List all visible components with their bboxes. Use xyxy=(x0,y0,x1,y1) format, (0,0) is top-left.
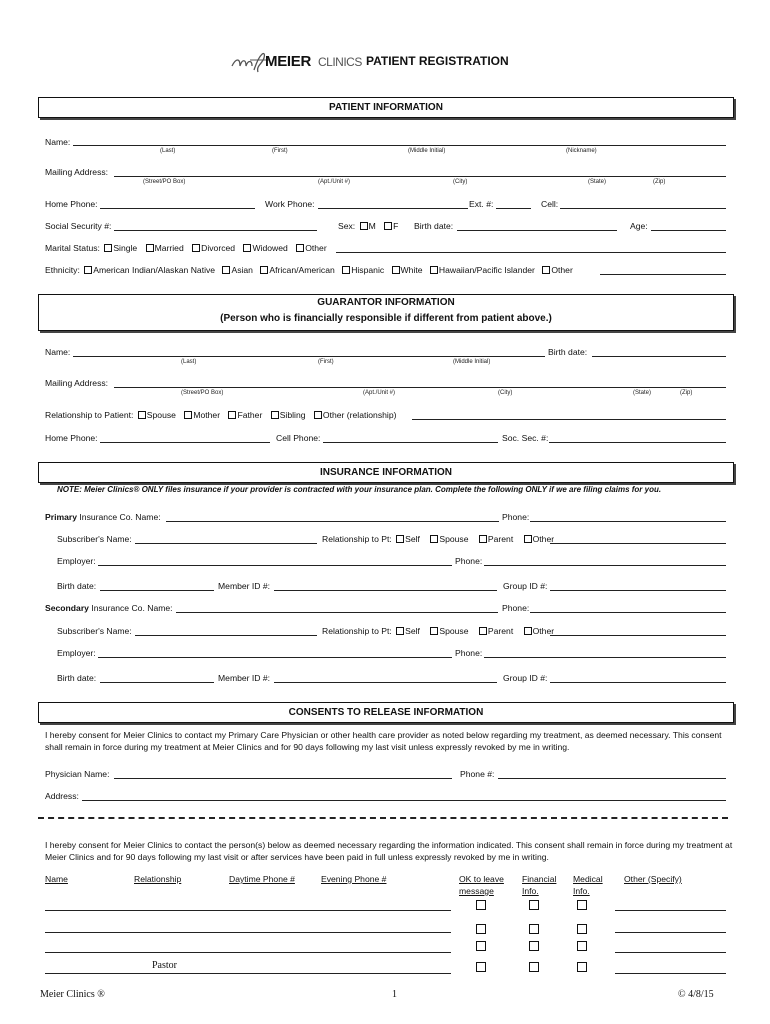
primary-birth-field[interactable] xyxy=(100,590,214,591)
secondary-rel-other-field[interactable] xyxy=(550,635,726,636)
secondary-employer-label: Employer: xyxy=(57,648,96,658)
other-specify-field[interactable] xyxy=(615,910,726,911)
secondary-rel-other-checkbox[interactable] xyxy=(524,627,532,635)
financial-checkbox[interactable] xyxy=(529,900,539,910)
ethnicity-native-checkbox[interactable] xyxy=(84,266,92,274)
physician-name-field[interactable] xyxy=(114,778,452,779)
col-other-specify: Other (Specify) xyxy=(624,874,682,884)
secondary-group-field[interactable] xyxy=(550,682,726,683)
patient-age-field[interactable] xyxy=(651,230,726,231)
guarantor-caption-zip: (Zip) xyxy=(680,390,693,396)
caption-middle: (Middle Initial) xyxy=(408,148,446,154)
primary-label: Primary xyxy=(45,512,78,522)
rel-mother-checkbox[interactable] xyxy=(184,411,192,419)
medical-checkbox[interactable] xyxy=(577,924,587,934)
secondary-rel-spouse-checkbox[interactable] xyxy=(430,627,438,635)
marital-married-label: Married xyxy=(154,243,184,253)
guarantor-home-phone-field[interactable] xyxy=(100,442,270,443)
primary-phone-field[interactable] xyxy=(530,521,726,522)
insurance-info-header xyxy=(38,462,734,483)
other-specify-field[interactable] xyxy=(615,932,726,933)
ok-leave-checkbox[interactable] xyxy=(476,900,486,910)
secondary-rel-parent-checkbox[interactable] xyxy=(479,627,487,635)
primary-rel-label: Relationship to Pt: xyxy=(322,534,392,544)
ethnicity-hispanic-label: Hispanic xyxy=(351,265,385,275)
caption-street: (Street/PO Box) xyxy=(143,179,186,185)
caption-zip: (Zip) xyxy=(653,179,666,185)
patient-ext-field[interactable] xyxy=(496,208,531,209)
ethnicity-asian-checkbox[interactable] xyxy=(222,266,230,274)
patient-cell-label: Cell: xyxy=(541,199,559,209)
primary-employer-field[interactable] xyxy=(98,565,452,566)
patient-age-label: Age: xyxy=(630,221,648,231)
ethnicity-white-label: White xyxy=(400,265,423,275)
caption-nickname: (Nickname) xyxy=(566,148,597,154)
physician-address-field[interactable] xyxy=(82,800,726,801)
col-medical: Medical xyxy=(573,874,603,884)
primary-company-label xyxy=(45,512,161,522)
secondary-rel-label: Relationship to Pt: xyxy=(322,626,392,636)
ethnicity-african-checkbox[interactable] xyxy=(260,266,268,274)
primary-subscriber-label: Subscriber's Name: xyxy=(57,534,132,544)
sex-m-checkbox[interactable] xyxy=(360,222,368,230)
patient-info-title: PATIENT INFORMATION xyxy=(329,102,443,113)
secondary-label: Secondary xyxy=(45,603,89,613)
guarantor-info-header xyxy=(38,294,734,331)
consents-header xyxy=(38,702,734,723)
primary-employer-phone-label: Phone: xyxy=(455,556,483,566)
secondary-subscriber-field[interactable] xyxy=(135,635,317,636)
guarantor-caption-first: (First) xyxy=(318,359,334,365)
marital-other-field[interactable] xyxy=(336,252,726,253)
rel-spouse-checkbox[interactable] xyxy=(138,411,146,419)
col-evening-phone: Evening Phone # xyxy=(321,874,387,884)
guarantor-home-phone-label: Home Phone: xyxy=(45,433,98,443)
guarantor-caption-state: (State) xyxy=(633,390,652,396)
logo-text-clinics: CLINICS xyxy=(318,55,362,69)
patient-birth-label: Birth date: xyxy=(414,221,454,231)
patient-info-header xyxy=(38,97,734,118)
patient-ssn-label: Social Security #: xyxy=(45,221,112,231)
contact-line[interactable] xyxy=(45,932,451,933)
primary-group-field[interactable] xyxy=(550,590,726,591)
marital-other-checkbox[interactable] xyxy=(296,244,304,252)
ethnicity-label: Ethnicity: xyxy=(45,265,80,275)
primary-group-label: Group ID #: xyxy=(503,581,548,591)
marital-widowed-checkbox[interactable] xyxy=(243,244,251,252)
secondary-subscriber-label: Subscriber's Name: xyxy=(57,626,132,636)
sex-label: Sex: xyxy=(338,221,356,231)
rel-other-checkbox[interactable] xyxy=(314,411,322,419)
primary-rel-other-checkbox[interactable] xyxy=(524,535,532,543)
page-title: PATIENT REGISTRATION xyxy=(366,54,509,68)
ethnicity-other-checkbox[interactable] xyxy=(542,266,550,274)
primary-member-field[interactable] xyxy=(274,590,497,591)
ethnicity-hawaiian-label: Hawaiian/Pacific Islander xyxy=(438,265,535,275)
rel-father-checkbox[interactable] xyxy=(228,411,236,419)
guarantor-soc-field[interactable] xyxy=(549,442,726,443)
col-financial-info: Info. xyxy=(522,886,539,896)
patient-name-field[interactable] xyxy=(73,145,726,146)
guarantor-caption-last: (Last) xyxy=(181,359,197,365)
primary-birth-label: Birth date: xyxy=(57,581,97,591)
guarantor-cell-phone-field[interactable] xyxy=(323,442,498,443)
physician-phone-field[interactable] xyxy=(498,778,726,779)
rel-father-label: Father xyxy=(237,410,263,420)
marital-married-checkbox[interactable] xyxy=(146,244,154,252)
col-ok-leave: OK to leave xyxy=(459,874,504,884)
primary-employer-label: Employer: xyxy=(57,556,96,566)
secondary-group-label: Group ID #: xyxy=(503,673,548,683)
rel-sibling-label: Sibling xyxy=(279,410,306,420)
rel-other-label: Other (relationship) xyxy=(322,410,397,420)
logo-mark-icon xyxy=(230,48,270,76)
guarantor-caption-city: (City) xyxy=(498,390,513,396)
guarantor-name-field[interactable] xyxy=(73,356,545,357)
ethnicity-hawaiian-checkbox[interactable] xyxy=(430,266,438,274)
patient-sex-group xyxy=(338,221,398,231)
primary-member-label: Member ID #: xyxy=(218,581,271,591)
patient-name-label: Name: xyxy=(45,137,71,147)
ethnicity-native-label: American Indian/Alaskan Native xyxy=(93,265,216,275)
physician-address-label: Address: xyxy=(45,791,79,801)
caption-last: (Last) xyxy=(160,148,176,154)
primary-rel-self-checkbox[interactable] xyxy=(396,535,404,543)
sex-f-checkbox[interactable] xyxy=(384,222,392,230)
rel-sibling-checkbox[interactable] xyxy=(271,411,279,419)
financial-checkbox[interactable] xyxy=(529,941,539,951)
consent-paragraph-2: I hereby consent for Meier Clinics to contact the person(s) below as deemed necessary regarding the information indicated. This consent shall remain in force during my treatment at Meier Clinics and for 90 days following my last visit or after services have been paid in full unless expressly revoked by me in writing. xyxy=(45,840,733,862)
consent-paragraph-1: I hereby consent for Meier Clinics to contact my Primary Care Physician or other health care provider as noted below regarding my treatment, as deemed necessary. This consent shall remain in force during my treatment at Meier Clinics and for 90 days following my last visit unless expressly revoked by me in writing. xyxy=(45,730,722,752)
primary-rel-other-field[interactable] xyxy=(550,543,726,544)
insurance-note: NOTE: Meier Clinics® ONLY files insurance if your provider is contracted with your insurance plan. Complete the following ONLY if we are filing claims for you. xyxy=(57,485,662,494)
guarantor-subtitle: (Person who is financially responsible if different from patient above.) xyxy=(220,313,552,324)
insurance-title: INSURANCE INFORMATION xyxy=(319,467,453,478)
marital-single-label: Single xyxy=(113,243,138,253)
primary-rel-spouse-checkbox[interactable] xyxy=(430,535,438,543)
marital-status-row xyxy=(45,243,327,253)
patient-home-phone-field[interactable] xyxy=(100,208,255,209)
medical-checkbox[interactable] xyxy=(577,962,587,972)
ethnicity-other-field[interactable] xyxy=(600,274,726,275)
financial-checkbox[interactable] xyxy=(529,962,539,972)
contact-line[interactable] xyxy=(45,910,451,911)
secondary-rel-parent-label: Parent xyxy=(487,626,514,636)
ok-leave-checkbox[interactable] xyxy=(476,924,486,934)
primary-rel-self-label: Self xyxy=(405,534,420,544)
ethnicity-other-label: Other xyxy=(551,265,573,275)
patient-cell-field[interactable] xyxy=(560,208,726,209)
guarantor-title: GUARANTOR INFORMATION xyxy=(317,297,455,308)
primary-relationship-row xyxy=(322,534,554,544)
secondary-employer-phone-field[interactable] xyxy=(484,657,726,658)
primary-rel-spouse-label: Spouse xyxy=(439,534,469,544)
physician-name-label: Physician Name: xyxy=(45,769,110,779)
secondary-phone-label: Phone: xyxy=(502,603,530,613)
logo xyxy=(230,48,362,76)
secondary-employer-phone-label: Phone: xyxy=(455,648,483,658)
footer-page-number: 1 xyxy=(392,989,397,1000)
primary-rel-other-label: Other xyxy=(532,534,555,544)
dashed-divider xyxy=(38,817,728,819)
guarantor-soc-label: Soc. Sec. #: xyxy=(502,433,549,443)
primary-rel-parent-label: Parent xyxy=(487,534,514,544)
caption-apt: (Apt./Unit #) xyxy=(318,179,351,185)
guarantor-birth-label: Birth date: xyxy=(548,347,588,357)
patient-birth-field[interactable] xyxy=(457,230,617,231)
other-specify-field[interactable] xyxy=(615,973,726,974)
secondary-birth-label: Birth date: xyxy=(57,673,97,683)
other-specify-field[interactable] xyxy=(615,952,726,953)
contact-line[interactable] xyxy=(45,952,451,953)
marital-label: Marital Status: xyxy=(45,243,100,253)
secondary-rel-other-label: Other xyxy=(532,626,555,636)
caption-first: (First) xyxy=(272,148,288,154)
guarantor-rel-label: Relationship to Patient: xyxy=(45,410,134,420)
caption-city: (City) xyxy=(453,179,468,185)
col-financial: Financial xyxy=(522,874,557,884)
secondary-company-text: Insurance Co. Name: xyxy=(91,603,173,613)
sex-m-label: M xyxy=(368,221,376,231)
secondary-birth-field[interactable] xyxy=(100,682,214,683)
ok-leave-checkbox[interactable] xyxy=(476,962,486,972)
patient-mailing-field[interactable] xyxy=(114,176,726,177)
secondary-relationship-row xyxy=(322,626,554,636)
logo-text: MEIER xyxy=(265,53,312,70)
col-name: Name xyxy=(45,874,68,884)
consents-title: CONSENTS TO RELEASE INFORMATION xyxy=(288,707,484,718)
guarantor-relationship-row xyxy=(45,410,396,420)
medical-checkbox[interactable] xyxy=(577,941,587,951)
rel-mother-label: Mother xyxy=(193,410,221,420)
medical-checkbox[interactable] xyxy=(577,900,587,910)
ethnicity-hispanic-checkbox[interactable] xyxy=(342,266,350,274)
secondary-phone-field[interactable] xyxy=(530,612,726,613)
contact-line[interactable] xyxy=(45,973,451,974)
patient-ssn-field[interactable] xyxy=(114,230,317,231)
footer-right: © 4/8/15 xyxy=(678,989,714,1000)
primary-company-text: Insurance Co. Name: xyxy=(79,512,161,522)
financial-checkbox[interactable] xyxy=(529,924,539,934)
marital-other-label: Other xyxy=(305,243,327,253)
guarantor-mailing-label: Mailing Address: xyxy=(45,378,109,388)
secondary-member-field[interactable] xyxy=(274,682,497,683)
secondary-member-label: Member ID #: xyxy=(218,673,271,683)
ethnicity-african-label: African/American xyxy=(269,265,335,275)
marital-widowed-label: Widowed xyxy=(252,243,288,253)
patient-work-phone-label: Work Phone: xyxy=(265,199,315,209)
guarantor-birth-field[interactable] xyxy=(592,356,726,357)
secondary-company-field[interactable] xyxy=(176,612,498,613)
col-relationship: Relationship xyxy=(134,874,182,884)
ok-leave-checkbox[interactable] xyxy=(476,941,486,951)
pastor-label: Pastor xyxy=(152,960,177,971)
patient-home-phone-label: Home Phone: xyxy=(45,199,98,209)
secondary-employer-field[interactable] xyxy=(98,657,452,658)
secondary-rel-spouse-label: Spouse xyxy=(439,626,469,636)
col-medical-info: Info. xyxy=(573,886,590,896)
secondary-rel-self-checkbox[interactable] xyxy=(396,627,404,635)
primary-employer-phone-field[interactable] xyxy=(484,565,726,566)
primary-subscriber-field[interactable] xyxy=(135,543,317,544)
guarantor-cell-phone-label: Cell Phone: xyxy=(276,433,321,443)
marital-divorced-checkbox[interactable] xyxy=(192,244,200,252)
col-daytime-phone: Daytime Phone # xyxy=(229,874,295,884)
patient-ext-label: Ext. #: xyxy=(469,199,494,209)
marital-single-checkbox[interactable] xyxy=(104,244,112,252)
physician-phone-label: Phone #: xyxy=(460,769,495,779)
ethnicity-white-checkbox[interactable] xyxy=(392,266,400,274)
guarantor-mailing-field[interactable] xyxy=(114,387,726,388)
primary-company-field[interactable] xyxy=(166,521,499,522)
rel-spouse-label: Spouse xyxy=(146,410,176,420)
guarantor-rel-other-field[interactable] xyxy=(412,419,726,420)
sex-f-label: F xyxy=(393,221,399,231)
footer-left: Meier Clinics ® xyxy=(40,989,105,1000)
guarantor-name-label: Name: xyxy=(45,347,71,357)
marital-divorced-label: Divorced xyxy=(201,243,236,253)
ethnicity-row xyxy=(45,265,573,275)
guarantor-caption-street: (Street/PO Box) xyxy=(181,390,224,396)
secondary-rel-self-label: Self xyxy=(405,626,420,636)
guarantor-caption-middle: (Middle Initial) xyxy=(453,359,491,365)
patient-work-phone-field[interactable] xyxy=(318,208,468,209)
guarantor-caption-apt: (Apt./Unit #) xyxy=(363,390,396,396)
patient-mailing-label: Mailing Address: xyxy=(45,167,109,177)
col-ok-message: message xyxy=(459,886,494,896)
secondary-company-label xyxy=(45,603,173,613)
primary-rel-parent-checkbox[interactable] xyxy=(479,535,487,543)
primary-phone-label: Phone: xyxy=(502,512,530,522)
caption-state: (State) xyxy=(588,179,607,185)
ethnicity-asian-label: Asian xyxy=(231,265,253,275)
